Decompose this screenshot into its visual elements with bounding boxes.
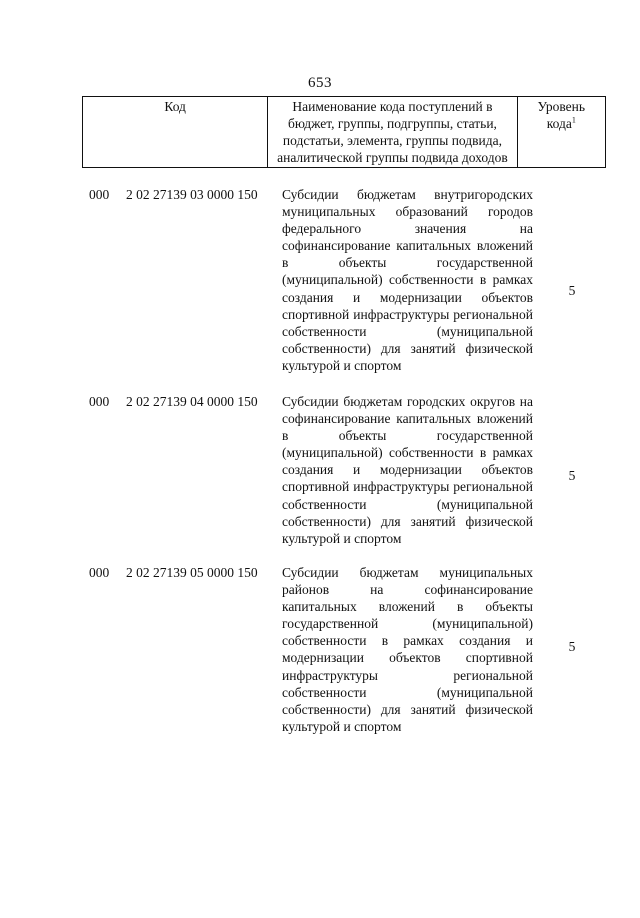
header-level-footnote: 1: [571, 115, 576, 125]
header-name-label: Наименование кода поступлений в бюджет, группы, подгруппы, статьи, подстатьи, элемента, группы подвида, аналитической группы подвида доходов: [277, 99, 508, 165]
header-level-cell: [517, 97, 605, 168]
row-admin-code: 000: [89, 187, 110, 202]
row-income-code: 2 02 27139 04 0000 150: [126, 394, 258, 409]
table-header-row: [83, 97, 606, 168]
row-admin-code: 000: [89, 394, 110, 409]
header-code-label: Код: [164, 99, 186, 114]
row-income-code: 2 02 27139 05 0000 150: [126, 565, 258, 580]
row-income-code: 2 02 27139 03 0000 150: [126, 187, 258, 202]
row-name: Субсидии бюджетам городских округов на софинансирование капитальных вложений в объекты государственной (муниципальной) собственности в рамках создания и модернизации объектов спортивной инфраструктуры региональной собственности (муниципальной собственности) для занятий физической культурой и спортом: [282, 394, 533, 546]
header-name-cell: [268, 97, 517, 168]
header-code-cell: [83, 97, 268, 168]
row-name: Субсидии бюджетам внутригородских муниципальных образований городов федерального значения на софинансирование капитальных вложений в объекты государственной (муниципальной) собственности в рамках создания и модернизации объектов спортивной инфраструктуры региональной собственности (муниципальной собственности) для занятий физической культурой и спортом: [282, 187, 533, 373]
table-header: [82, 96, 606, 168]
row-level: 5: [568, 283, 576, 298]
header-level-label: Уровень кода: [537, 99, 586, 131]
page-number: 653: [308, 75, 332, 91]
row-level: 5: [568, 639, 576, 654]
row-level: 5: [568, 468, 576, 483]
row-name: Субсидии бюджетам муниципальных районов на софинансирование капитальных вложений в объекты государственной (муниципальной) собственности в рамках создания и модернизации объектов спортивной инфраструктуры региональной собственности (муниципальной собственности) для занятий физической культурой и спортом: [282, 565, 533, 734]
row-admin-code: 000: [89, 565, 110, 580]
